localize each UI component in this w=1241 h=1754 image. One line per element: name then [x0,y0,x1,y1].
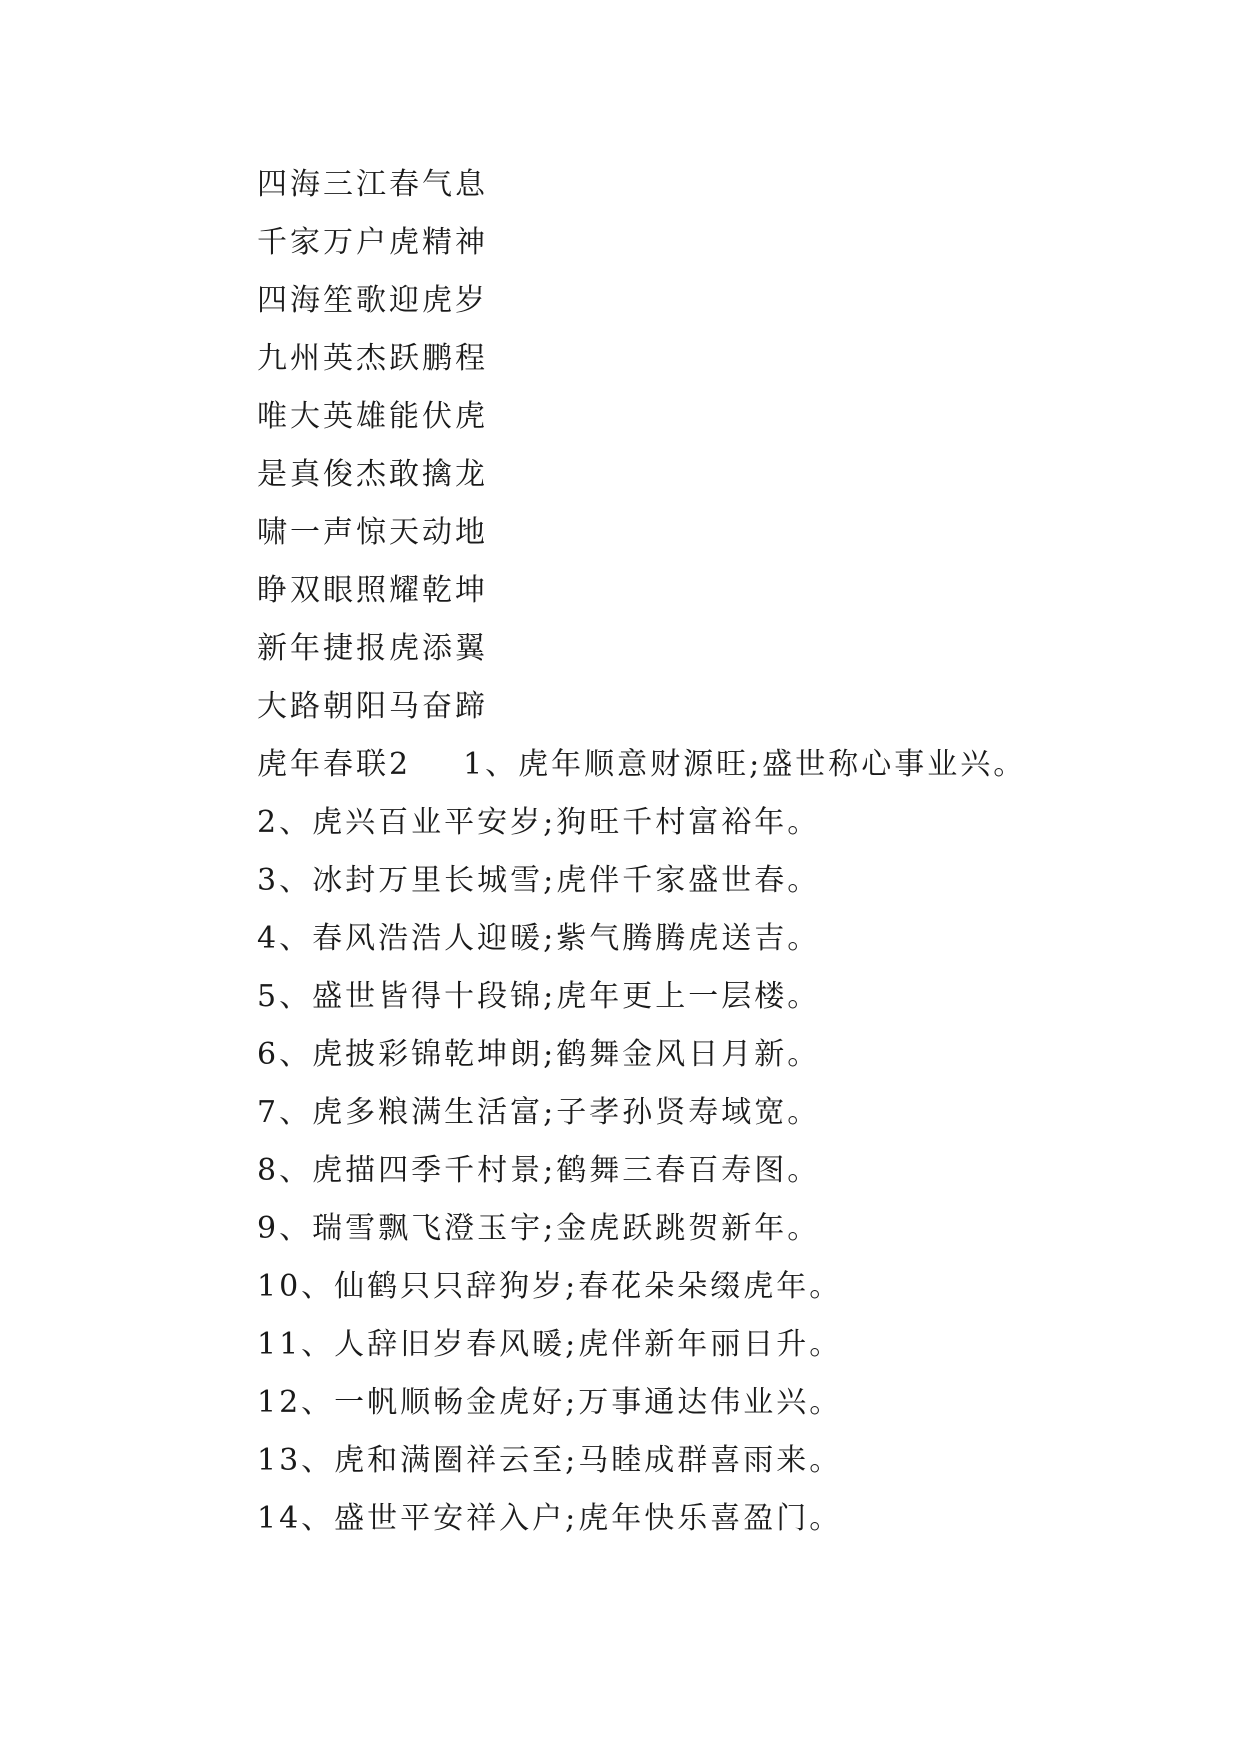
poem-line: 千家万户虎精神 [257,225,488,260]
poem-line: 啸一声惊天动地 [257,515,488,550]
couplet-item: 14、盛世平安祥入户;虎年快乐喜盈门。 [257,1501,843,1536]
poem-line: 四海笙歌迎虎岁 [257,283,488,318]
poem-line: 新年捷报虎添翼 [257,631,488,666]
poem-line: 大路朝阳马奋蹄 [257,689,488,724]
couplet-item: 6、虎披彩锦乾坤朗;鹤舞金风日月新。 [257,1037,821,1072]
poem-line: 九州英杰跃鹏程 [257,341,488,376]
couplet-item: 3、冰封万里长城雪;虎伴千家盛世春。 [257,863,821,898]
poem-line: 睁双眼照耀乾坤 [257,573,488,608]
poem-line: 是真俊杰敢擒龙 [257,457,488,492]
couplet-item: 7、虎多粮满生活富;子孝孙贤寿域宽。 [257,1095,821,1130]
couplet-item: 5、盛世皆得十段锦;虎年更上一层楼。 [257,979,821,1014]
couplet-item: 9、瑞雪飘飞澄玉宇;金虎跃跳贺新年。 [257,1211,821,1246]
couplet-item: 12、一帆顺畅金虎好;万事通达伟业兴。 [257,1385,843,1420]
section-heading-line [257,736,1157,794]
couplet-item: 13、虎和满圈祥云至;马睦成群喜雨来。 [257,1443,843,1478]
couplet-item: 2、虎兴百业平安岁;狗旺千村富裕年。 [257,805,821,840]
poem-line: 四海三江春气息 [257,167,488,202]
couplet-item: 1、虎年顺意财源旺;盛世称心事业兴。 [463,747,1027,782]
couplet-item: 4、春风浩浩人迎暖;紫气腾腾虎送吉。 [257,921,821,956]
couplet-item: 11、人辞旧岁春风暖;虎伴新年丽日升。 [257,1327,843,1362]
document-body [257,156,1157,1548]
couplet-item: 8、虎描四季千村景;鹤舞三春百寿图。 [257,1153,821,1188]
couplet-item: 10、仙鹤只只辞狗岁;春花朵朵缀虎年。 [257,1269,843,1304]
section-title: 虎年春联2 [257,747,412,782]
poem-line: 唯大英雄能伏虎 [257,399,488,434]
